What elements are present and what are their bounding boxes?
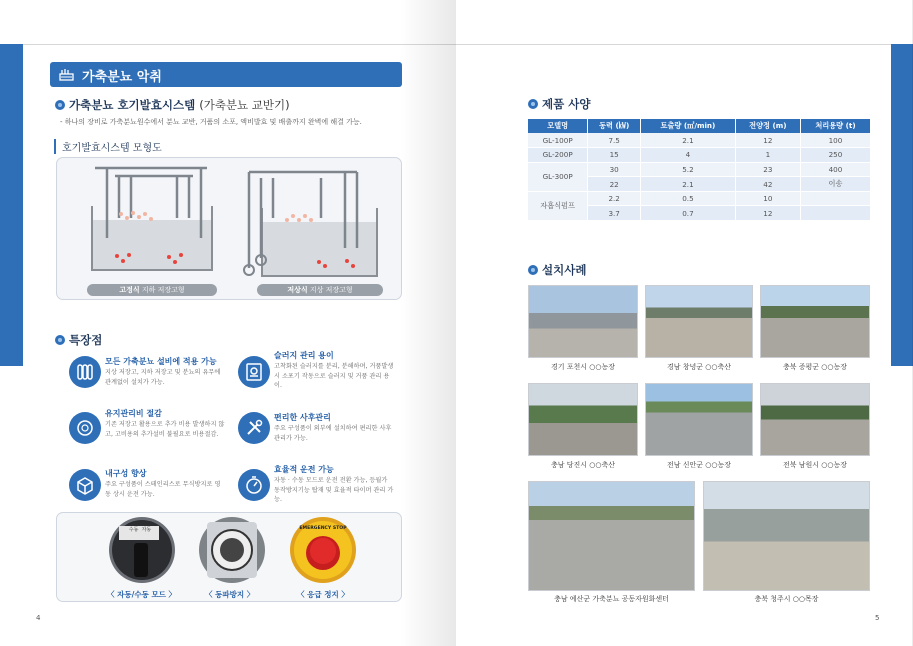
side-tab: [0, 44, 23, 366]
cell-power: 22: [588, 177, 641, 192]
cell-model: GL-200P: [528, 148, 588, 163]
table-row: [528, 133, 871, 148]
low-type-label: [257, 284, 383, 296]
low-type-bold: 저상식: [287, 286, 308, 294]
feature-title-6: 효율적 운전 가능: [274, 465, 334, 474]
diagram-illustration: [57, 158, 403, 301]
wrench-icon: [238, 412, 270, 444]
cell-capacity: [800, 191, 870, 206]
fixed-type-bold: 고정식: [119, 286, 140, 294]
cell-flow: 5.2: [641, 162, 736, 177]
cell-head: 42: [735, 177, 800, 192]
cell-model: 자흡식펌프: [528, 191, 588, 220]
install-caption-3: 충북 증평군 ○○농장: [783, 363, 847, 371]
system-diagram: [56, 157, 402, 300]
install-caption-2: 경남 창녕군 ○○축산: [667, 363, 731, 371]
features-heading: [55, 332, 102, 348]
install-photo-8: [703, 481, 870, 591]
cell-head: 1: [735, 148, 800, 163]
feature-title-5: 내구성 향상: [105, 469, 147, 478]
feature-desc-2: 고착화된 슬러지를 분리, 분해하며, 거품발생시 소포기 작동으로 슬러지 및 거품 관리 용이.: [274, 363, 394, 389]
system-title: [55, 97, 290, 113]
cell-head: 23: [735, 162, 800, 177]
caption-auto-manual: 〈 자동/수동 모드 〉: [107, 590, 177, 599]
install-heading-text: 설치사례: [542, 263, 587, 277]
install-caption-1: 경기 포천시 ○○농장: [551, 363, 615, 371]
col-capacity: 처리용량 (t): [800, 119, 870, 133]
install-heading: [528, 262, 586, 278]
col-head: 전양정 (m): [735, 119, 800, 133]
cell-flow: 4: [641, 148, 736, 163]
diagram-heading: 호기발효시스템 모형도: [54, 139, 162, 154]
table-row: [528, 191, 871, 206]
cell-capacity: 이송: [800, 177, 870, 192]
feature-desc-3: 기존 저장고 활용으로 추가 비용 발생하지 않고, 고비용의 추가설비 불필요로 비용절감.: [105, 421, 225, 438]
table-row: [528, 162, 871, 177]
cell-capacity: 250: [800, 148, 870, 163]
switch-label-manual: 수동: [128, 527, 139, 533]
bullet-icon: [528, 265, 538, 275]
fixed-tank-drawing: [92, 168, 212, 270]
cell-head: 10: [735, 191, 800, 206]
caption-emergency: 〈 응급 정지 〉: [297, 590, 349, 599]
section-title: 가축분뇨 악취: [82, 70, 162, 85]
low-type-text: 지상 저장고형: [309, 286, 353, 294]
feature-desc-5: 주요 구성품이 스테인리스로 무식방지로 영동 상시 운전 가능.: [105, 481, 221, 498]
fixed-type-label: [87, 284, 217, 296]
cell-power: 7.5: [588, 133, 641, 148]
cell-head: 12: [735, 206, 800, 221]
cell-flow: 0.7: [641, 206, 736, 221]
section-header: [50, 62, 402, 87]
page-number-left: 4: [36, 614, 41, 622]
spec-header-row: [528, 119, 871, 133]
system-title-sub: (가축분뇨 교반기): [199, 98, 290, 112]
caption-antifreeze: 〈 동파방지 〉: [205, 590, 255, 599]
feature-desc-6: 자동 · 수동 모드로 운전 전환 가능, 등월가 동작방지기능 탑재 및 효율적 타이머 관리 가능.: [274, 477, 394, 503]
bullet-icon: [55, 100, 65, 110]
feature-title-1: 모든 가축분뇨 설비에 적용 가능: [105, 357, 217, 366]
spec-heading-text: 제품 사양: [542, 97, 591, 111]
feature-desc-1: 지상 저장고, 지하 저장고 및 분뇨의 유무에 관계없이 설치가 가능.: [105, 369, 221, 386]
col-flow: 토출량 (㎥/min): [641, 119, 736, 133]
install-photo-7: [528, 481, 695, 591]
cell-capacity: 100: [800, 133, 870, 148]
coin-icon: [69, 412, 101, 444]
install-photo-6: [760, 383, 870, 456]
emergency-text: EMERGENCY STOP: [299, 526, 347, 531]
install-caption-6: 전북 남원시 ○○농장: [783, 461, 847, 469]
cell-flow: 0.5: [641, 191, 736, 206]
cell-model: GL-100P: [528, 133, 588, 148]
side-tab: [891, 44, 913, 366]
cell-power: 2.2: [588, 191, 641, 206]
left-page: [0, 0, 456, 646]
bullet-icon: [528, 99, 538, 109]
box-icon: [69, 469, 101, 501]
install-caption-4: 충남 당진시 ○○축산: [551, 461, 615, 469]
fixed-type-text: 지하 저장고형: [141, 286, 185, 294]
switch-label-auto: 자동: [141, 527, 152, 533]
switch-labels: [120, 526, 160, 533]
stopwatch-icon: [238, 469, 270, 501]
cell-model: GL-300P: [528, 162, 588, 191]
bullet-icon: [55, 335, 65, 345]
spec-heading: [528, 96, 590, 112]
cell-capacity: [800, 206, 870, 221]
cell-power: 30: [588, 162, 641, 177]
cell-capacity: 400: [800, 162, 870, 177]
system-title-text: 가축분뇨 호기발효시스템: [69, 98, 196, 112]
install-photo-3: [760, 285, 870, 358]
monitor-icon: [238, 356, 270, 388]
low-tank-drawing: [244, 172, 377, 276]
feature-title-4: 편리한 사후관리: [274, 413, 331, 422]
features-heading-text: 특장점: [69, 333, 103, 347]
system-desc: - 하나의 장비로 가축분뇨원수에서 분뇨 교반, 거품의 소포, 액비발효 및 배출까지 완벽에 해결 가능.: [60, 118, 362, 126]
install-photo-4: [528, 383, 638, 456]
cell-head: 12: [735, 133, 800, 148]
cell-power: 15: [588, 148, 641, 163]
install-photo-2: [645, 285, 753, 358]
cell-power: 3.7: [588, 206, 641, 221]
col-model: 모델명: [528, 119, 588, 133]
gutter-shadow: [400, 0, 456, 646]
top-rule: [23, 44, 456, 45]
factory-icon: [59, 67, 74, 81]
feature-title-3: 유지관리비 절감: [105, 409, 162, 418]
table-row: [528, 148, 871, 163]
install-photo-1: [528, 285, 638, 358]
top-rule: [456, 44, 891, 45]
col-power: 동력 (㎾): [588, 119, 641, 133]
page-number-right: 5: [875, 614, 880, 622]
antifreeze-dial-photo: [199, 517, 265, 583]
install-photo-5: [645, 383, 753, 456]
install-caption-5: 전남 신안군 ○○농장: [667, 461, 731, 469]
install-caption-8: 충북 청주시 ○○목장: [754, 595, 819, 603]
cell-flow: 2.1: [641, 177, 736, 192]
cell-flow: 2.1: [641, 133, 736, 148]
controls-panel: [56, 512, 402, 602]
install-caption-7: 충남 예산군 가축분뇨 공동자원화센터: [554, 595, 669, 603]
test-tubes-icon: [69, 356, 101, 388]
spec-table: [528, 119, 871, 221]
feature-title-2: 슬러지 관리 용이: [274, 351, 334, 360]
feature-desc-4: 주요 구성품이 외부에 설치하여 편리한 사후 관리가 가능.: [274, 425, 392, 442]
